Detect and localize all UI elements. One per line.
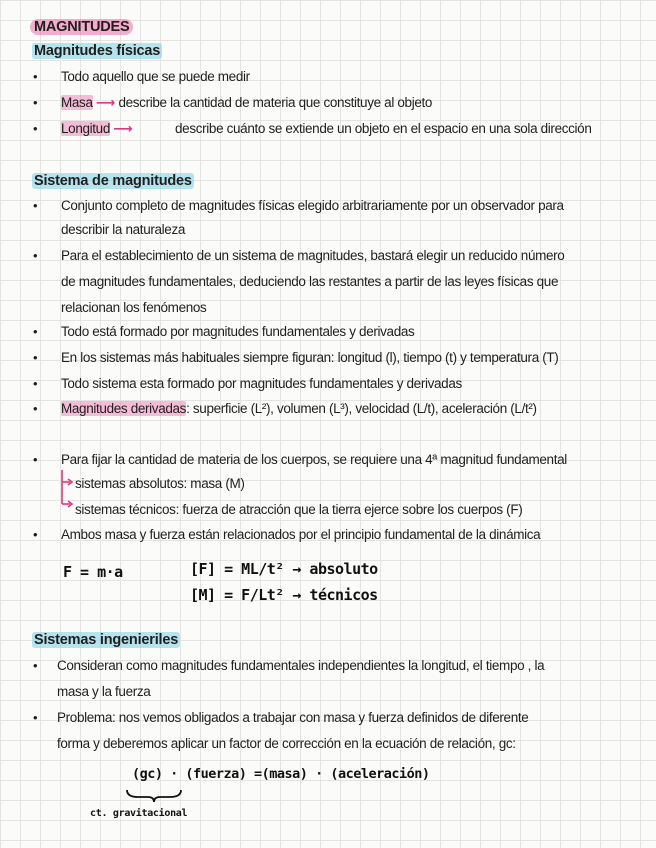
bullet-icon: •: [33, 401, 38, 416]
formula-newton: F = m·a: [63, 563, 123, 581]
sub-item-tecnicos: sistemas técnicos: fuerza de atracción que la tierra ejerce sobre los cuerpos (F): [75, 502, 523, 517]
bullet-icon: •: [33, 452, 38, 467]
list-item: Todo está formado por magnitudes fundamentales y derivadas: [61, 324, 415, 339]
list-item: Longitud ⟶: [61, 121, 133, 136]
brace-icon: [124, 788, 184, 804]
bullet-icon: •: [33, 376, 38, 391]
list-item-continued: forma y deberemos aplicar un factor de corrección en la ecuación de relación, gc:: [57, 736, 516, 751]
bullet-icon: •: [33, 527, 38, 542]
formula-gc: (gc) · (fuerza) =(masa) · (aceleración): [132, 766, 430, 782]
list-item-continued: masa y la fuerza: [57, 684, 151, 699]
list-item-continued: describir la naturaleza: [61, 222, 186, 237]
list-item: Ambos masa y fuerza están relacionados por el principio fundamental de la dinámica: [61, 527, 541, 542]
arrow-right-icon: ⟶: [96, 95, 116, 110]
list-item: Para el establecimiento de un sistema de magnitudes, bastará elegir un reducido número: [61, 248, 565, 263]
bullet-icon: •: [33, 198, 38, 213]
list-item-continued: de magnitudes fundamentales, deduciendo las restantes a partir de las leyes físicas que: [61, 274, 559, 289]
bullet-icon: •: [33, 69, 38, 84]
list-item: Todo sistema esta formado por magnitudes fundamentales y derivadas: [61, 376, 462, 391]
arrow-right-icon: ⟶: [113, 121, 133, 136]
list-item-text: describe cuánto se extiende un objeto en el espacio en una sola dirección: [175, 121, 592, 136]
formula-absoluto: [F] = ML/t² → absoluto: [190, 560, 378, 578]
bullet-icon: •: [33, 95, 38, 110]
list-item: Masa ⟶ describe la cantidad de materia que constituye al objeto: [61, 95, 433, 110]
section-heading-magnitudes-fisicas: Magnitudes físicas: [34, 43, 161, 59]
list-item: Conjunto completo de magnitudes físicas elegido arbitrariamente por un observador para: [61, 198, 564, 213]
list-item-continued: relacionan los fenómenos: [61, 300, 207, 315]
bullet-icon: •: [33, 710, 38, 725]
formula-tecnicos: [M] = F/Lt² → técnicos: [190, 586, 378, 604]
list-item: En los sistemas más habituales siempre figuran: longitud (l), tiempo (t) y temperatura (T): [61, 350, 559, 365]
bullet-icon: •: [33, 350, 38, 365]
bullet-icon: •: [33, 248, 38, 263]
list-item: Para fijar la cantidad de materia de los cuerpos, se requiere una 4ª magnitud fundamental: [61, 452, 567, 467]
sub-item-absolutos: sistemas absolutos: masa (M): [75, 476, 245, 491]
list-item: Magnitudes derivadas: superficie (L²), volumen (L³), velocidad (L/t), aceleración (L/t²): [61, 401, 537, 416]
bullet-icon: •: [33, 121, 38, 136]
page-title: MAGNITUDES: [30, 19, 133, 35]
section-heading-sistemas-ingenieriles: Sistemas ingenieriles: [34, 632, 179, 648]
bullet-icon: •: [33, 324, 38, 339]
list-item: Todo aquello que se puede medir: [61, 69, 250, 84]
list-item: Problema: nos vemos obligados a trabajar con masa y fuerza definidos de diferente: [57, 710, 529, 725]
brace-label: ct. gravitacional: [90, 808, 188, 819]
section-heading-sistema-de-magnitudes: Sistema de magnitudes: [34, 173, 192, 189]
list-item: Consideran como magnitudes fundamentales independientes la longitud, el tiempo , la: [57, 658, 545, 673]
bullet-icon: •: [33, 658, 38, 673]
